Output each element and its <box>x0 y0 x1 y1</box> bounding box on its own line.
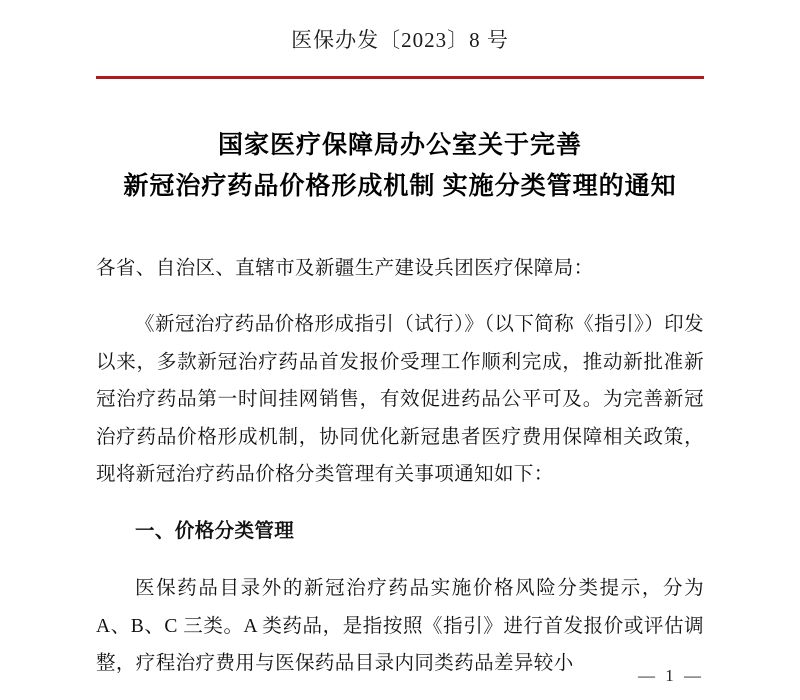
title-line-2: 新冠治疗药品价格形成机制 实施分类管理的通知 <box>123 173 677 201</box>
paragraph-section-one-body: 医保药品目录外的新冠治疗药品实施价格风险分类提示，分为 A、B、C 三类。A 类药品，是指按照《指引》进行首发报价或评估调整，疗程治疗费用与医保药品目录内同类药品差异较小 <box>96 578 704 674</box>
page-number: — 1 — <box>638 666 704 685</box>
paragraph-addressee: 各省、自治区、直辖市及新疆生产建设兵团医疗保障局： <box>96 257 594 279</box>
document-title <box>96 125 704 208</box>
title-line-1: 国家医疗保障局办公室关于完善 <box>217 132 582 159</box>
red-separator-rule <box>96 76 704 79</box>
document-number: 医保办发〔2023〕8 号 <box>291 28 509 52</box>
heading-section-one: 一、价格分类管理 <box>135 521 295 543</box>
paragraph-background: 《新冠治疗药品价格形成指引（试行）》（以下简称《指引》）印发以来，多款新冠治疗药品首发报价受理工作顺利完成，推动新批准新冠治疗药品第一时间挂网销售，有效促进药品公平可及。为完善新冠治疗药品价格形成机制，协同优化新冠患者医疗费用保障相关政策，现将新冠治疗药品价格分类管理有关事项通知如下： <box>96 314 704 486</box>
document-body <box>96 250 704 683</box>
